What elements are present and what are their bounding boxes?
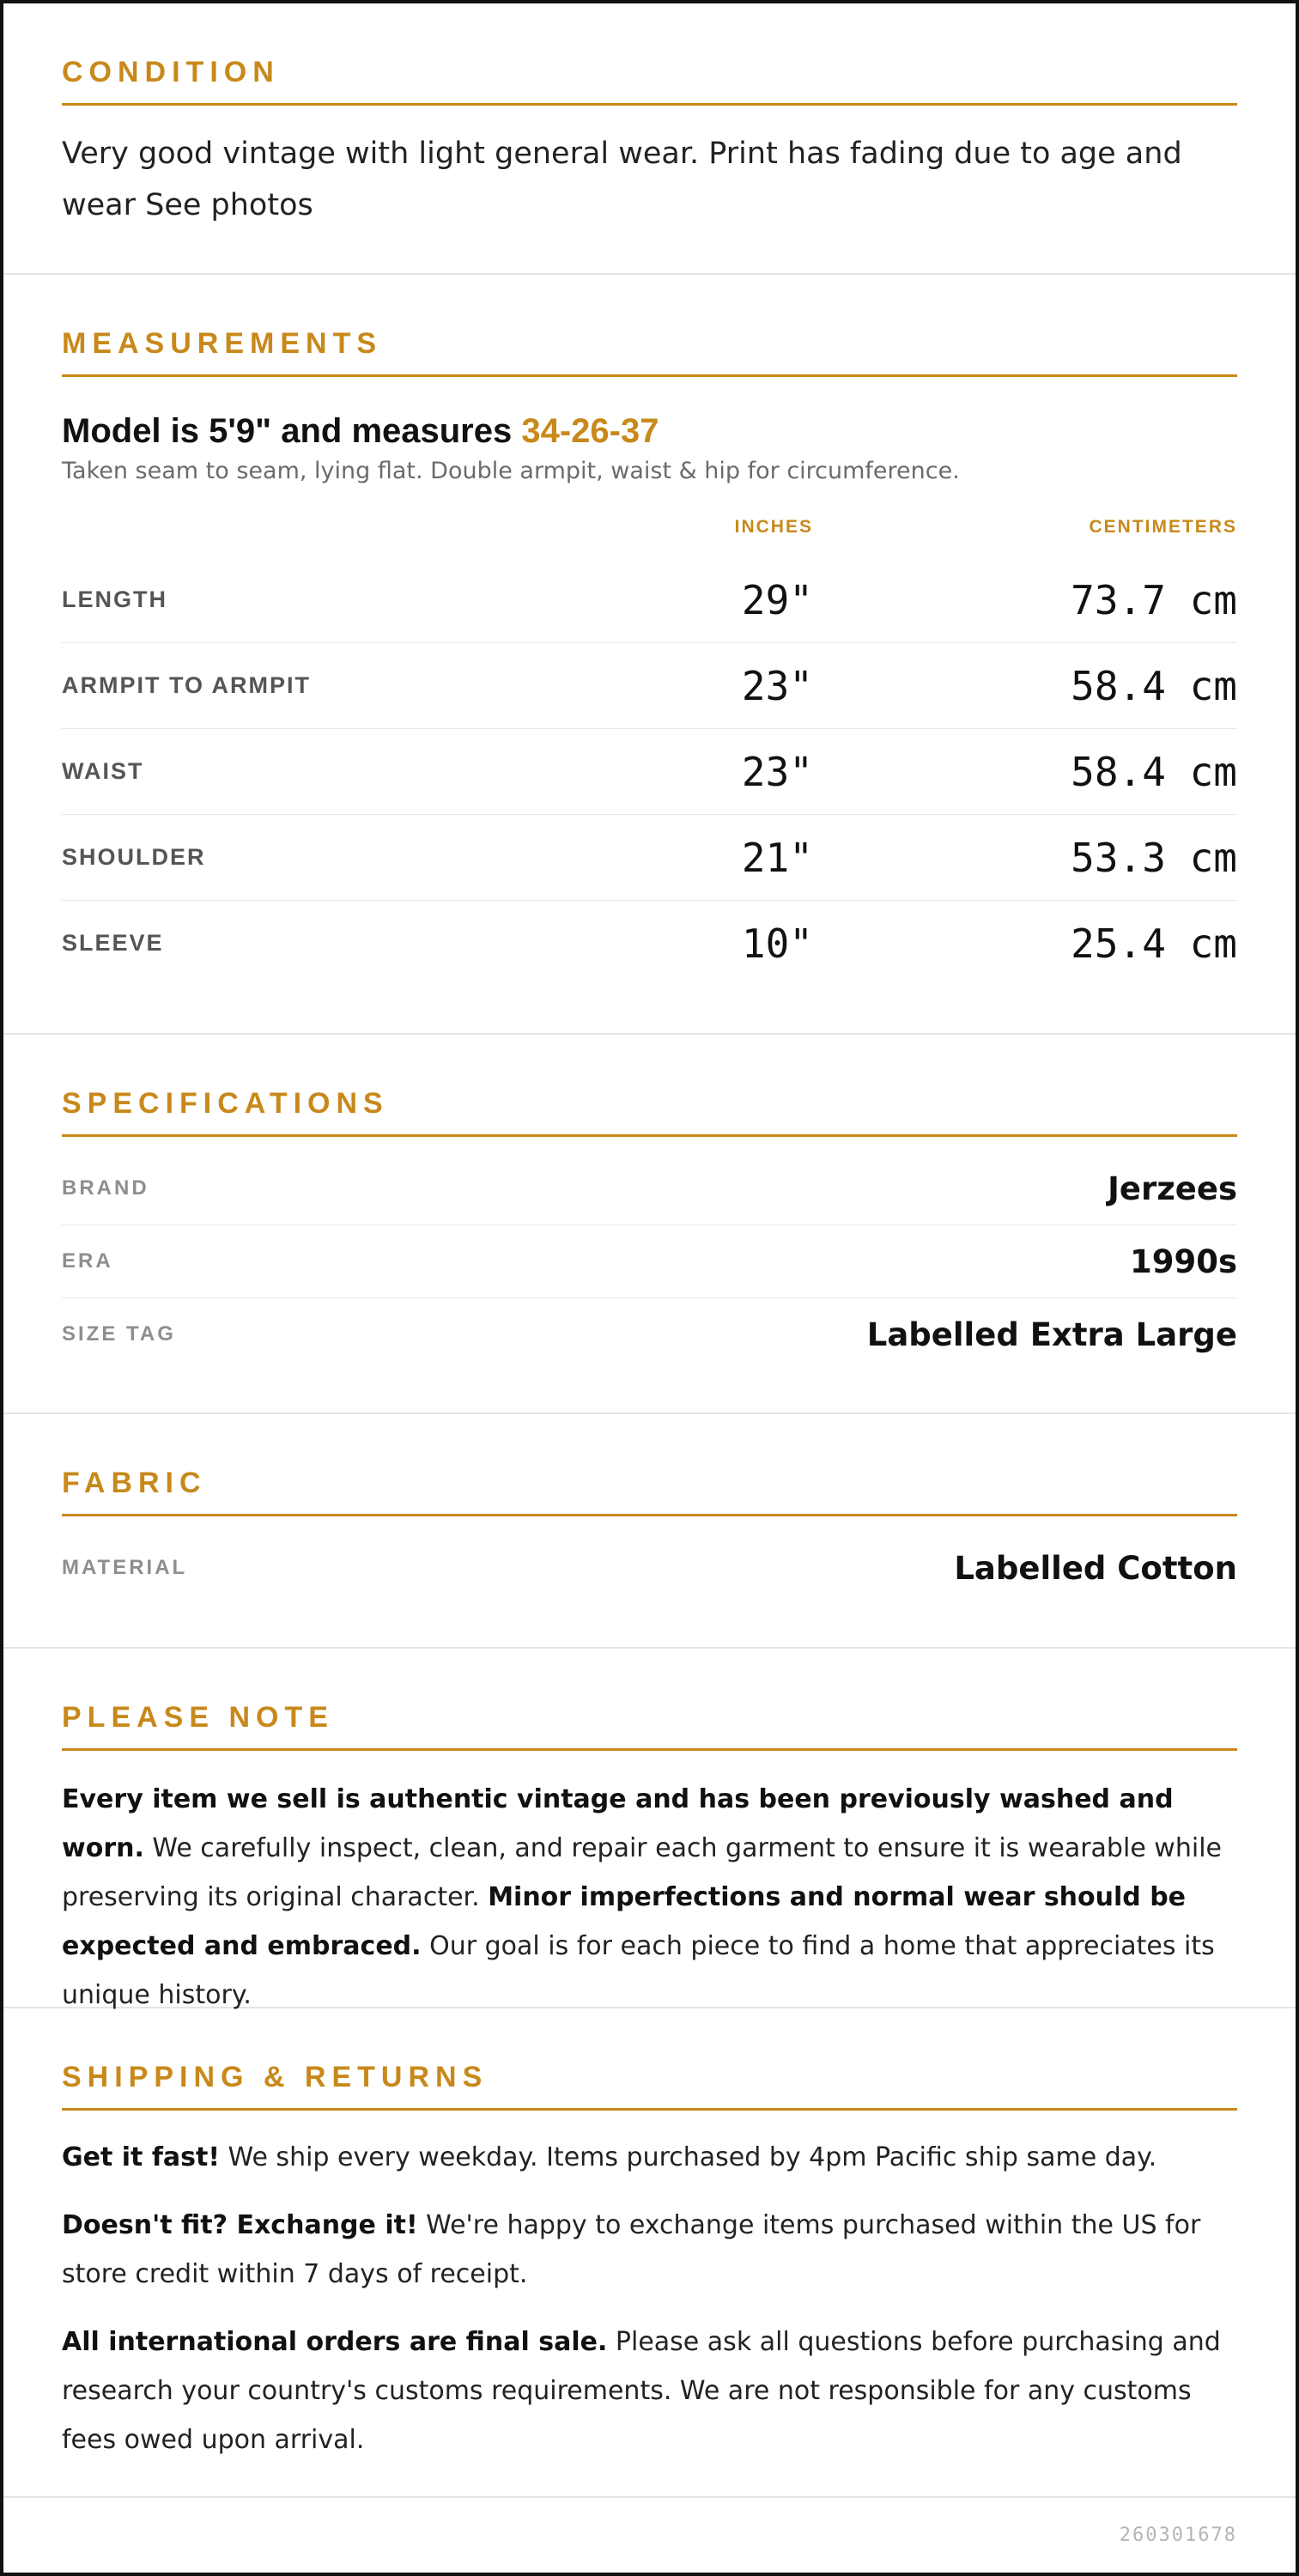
measurement-label: SHOULDER bbox=[62, 844, 206, 870]
please-note-heading: PLEASE NOTE bbox=[62, 1698, 1237, 1751]
measurements-heading: MEASUREMENTS bbox=[62, 325, 1237, 377]
shipping-text: We ship every weekday. Items purchased by 4pm Pacific ship same day. bbox=[220, 2142, 1157, 2172]
specifications-section bbox=[3, 1035, 1296, 1414]
condition-section bbox=[3, 3, 1296, 275]
list-item bbox=[62, 1298, 1237, 1370]
international-text: Please ask all questions before purchasing and research your country's customs requirements. We are not responsible for any customs fees owed upon arrival. bbox=[62, 2327, 1221, 2455]
model-measures: 34-26-37 bbox=[521, 412, 659, 450]
measurement-inches: 10" bbox=[741, 920, 813, 967]
table-row bbox=[62, 643, 1237, 729]
specifications-heading: SPECIFICATIONS bbox=[62, 1084, 1237, 1137]
table-row bbox=[62, 729, 1237, 815]
condition-heading: CONDITION bbox=[62, 53, 1237, 106]
shipping-paragraph bbox=[62, 2133, 1237, 2182]
fabric-label: MATERIAL bbox=[62, 1556, 188, 1579]
shipping-returns-section bbox=[3, 2008, 1296, 2498]
sku-number: 260301678 bbox=[1119, 2524, 1237, 2546]
measurement-cm: 53.3 cm bbox=[1071, 834, 1237, 881]
measurement-inches: 21" bbox=[741, 834, 813, 881]
shipping-bold: Get it fast! bbox=[62, 2142, 220, 2172]
measurement-label: SLEEVE bbox=[62, 930, 164, 956]
measurement-inches: 23" bbox=[741, 662, 813, 709]
note-bold-1: Every item we sell is authentic vintage and has been previously washed and worn. bbox=[62, 1784, 1174, 1863]
spec-value: Labelled Extra Large bbox=[866, 1315, 1237, 1353]
measurement-cm: 73.7 cm bbox=[1071, 576, 1237, 623]
fabric-section bbox=[3, 1414, 1296, 1649]
international-paragraph bbox=[62, 2318, 1237, 2464]
please-note-section bbox=[3, 1649, 1296, 2008]
spec-value: 1990s bbox=[1129, 1242, 1237, 1280]
measurement-cm: 58.4 cm bbox=[1071, 748, 1237, 795]
exchange-bold: Doesn't fit? Exchange it! bbox=[62, 2210, 418, 2240]
spec-label: BRAND bbox=[62, 1176, 149, 1200]
measurement-inches: 23" bbox=[741, 748, 813, 795]
measurement-label: ARMPIT TO ARMPIT bbox=[62, 672, 311, 698]
exchange-text: We're happy to exchange items purchased within the US for store credit within 7 days of receipt. bbox=[62, 2210, 1201, 2289]
measurement-note: Taken seam to seam, lying flat. Double armpit, waist & hip for circumference. bbox=[62, 458, 960, 484]
model-info bbox=[62, 410, 1237, 453]
footer bbox=[3, 2498, 1296, 2572]
list-item bbox=[62, 1225, 1237, 1298]
shipping-heading: SHIPPING & RETURNS bbox=[62, 2058, 1237, 2111]
table-row bbox=[62, 557, 1237, 643]
exchange-paragraph bbox=[62, 2201, 1237, 2299]
measurement-label: WAIST bbox=[62, 758, 144, 784]
list-item bbox=[62, 1152, 1237, 1225]
fabric-heading: FABRIC bbox=[62, 1464, 1237, 1516]
measurement-label: LENGTH bbox=[62, 586, 167, 612]
table-row bbox=[62, 815, 1237, 901]
spec-label: SIZE TAG bbox=[62, 1322, 176, 1346]
centimeters-column-header: CENTIMETERS bbox=[1089, 517, 1237, 537]
inches-column-header: INCHES bbox=[734, 517, 813, 537]
international-bold: All international orders are final sale. bbox=[62, 2327, 608, 2357]
note-text-2: Our goal is for each piece to find a home that appreciates its unique history. bbox=[62, 1931, 1215, 2010]
table-row bbox=[62, 901, 1237, 986]
measurements-table-header bbox=[62, 513, 1237, 542]
measurement-cm: 25.4 cm bbox=[1071, 920, 1237, 967]
note-bold-2: Minor imperfections and normal wear should be expected and embraced. bbox=[62, 1882, 1187, 1961]
fabric-value: Labelled Cotton bbox=[954, 1549, 1237, 1587]
measurements-section bbox=[3, 275, 1296, 1035]
spec-value: Jerzees bbox=[1108, 1170, 1237, 1207]
model-prefix: Model is 5'9" and measures bbox=[62, 412, 522, 450]
measurements-table bbox=[62, 513, 1237, 986]
condition-text: Very good vintage with light general wear. Print has fading due to age and wear See photos bbox=[62, 137, 1182, 222]
spec-label: ERA bbox=[62, 1249, 113, 1273]
fabric-list bbox=[62, 1532, 1237, 1604]
list-item bbox=[62, 1532, 1237, 1604]
please-note-text bbox=[62, 1775, 1237, 2020]
measurement-cm: 58.4 cm bbox=[1071, 662, 1237, 709]
note-text-1: We carefully inspect, clean, and repair each garment to ensure it is wearable while preserving its original character. bbox=[62, 1833, 1222, 1912]
measurement-inches: 29" bbox=[741, 576, 813, 623]
specifications-list bbox=[62, 1152, 1237, 1370]
